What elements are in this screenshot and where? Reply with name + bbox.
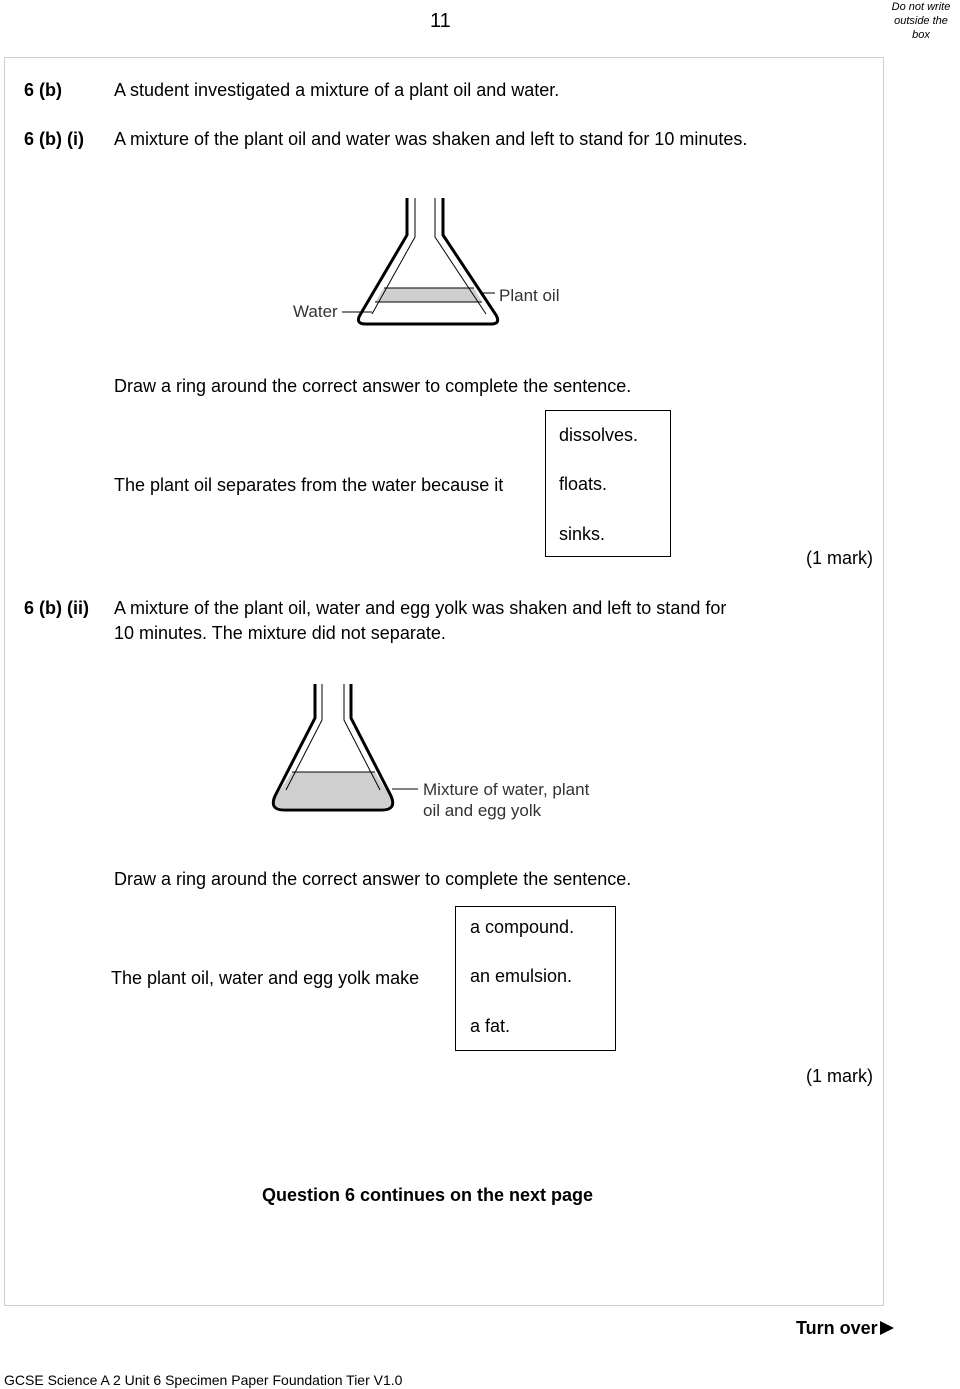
margin-note-line-2: outside the — [894, 15, 948, 27]
plant-oil-layer — [375, 288, 482, 302]
question-text-6bii-line-2: 10 minutes. The mixture did not separate. — [114, 623, 446, 643]
margin-note — [886, 0, 956, 42]
option-dissolves[interactable]: dissolves. — [559, 425, 639, 445]
question-number-6b: 6 (b) — [24, 80, 62, 100]
instruction-6bi: Draw a ring around the correct answer to complete the sentence. — [114, 376, 632, 396]
marks-6bi: (1 mark) — [806, 548, 873, 568]
marks-6bii: (1 mark) — [806, 1066, 873, 1086]
option-compound[interactable]: a compound. — [470, 917, 575, 937]
figure-label-mixture-line-2: oil and egg yolk — [423, 801, 542, 820]
question-number-6bi: 6 (b) (i) — [24, 129, 84, 149]
footer-paper-title: GCSE Science A 2 Unit 6 Specimen Paper Foundation Tier V1.0 — [4, 1372, 403, 1388]
question-number-6bii: 6 (b) (ii) — [24, 598, 89, 618]
margin-note-line-1: Do not write — [891, 1, 951, 13]
arrow-right-icon — [879, 1320, 895, 1336]
option-floats[interactable]: floats. — [559, 474, 608, 494]
sentence-6bii: The plant oil, water and egg yolk make — [111, 968, 420, 988]
turn-over-label: Turn over — [796, 1318, 878, 1338]
question-text-6bii-line-1: A mixture of the plant oil, water and egg yolk was shaken and left to stand for — [114, 598, 727, 618]
question-text-6b: A student investigated a mixture of a plant oil and water. — [114, 80, 560, 100]
water-layer — [360, 302, 497, 322]
option-emulsion[interactable]: an emulsion. — [470, 966, 573, 986]
margin-note-line-3: box — [912, 29, 930, 41]
emulsion-layer — [274, 772, 392, 808]
instruction-6bii: Draw a ring around the correct answer to complete the sentence. — [114, 869, 632, 889]
question-text-6bi: A mixture of the plant oil and water was shaken and left to stand for 10 minutes. — [114, 129, 748, 149]
figure-label-plant-oil: Plant oil — [499, 286, 560, 305]
turn-over — [796, 1318, 895, 1339]
page-number: 11 — [430, 10, 451, 32]
sentence-6bi: The plant oil separates from the water because it — [114, 475, 504, 495]
figure-label-water: Water — [293, 302, 338, 321]
option-sinks[interactable]: sinks. — [559, 524, 606, 544]
continues-note: Question 6 continues on the next page — [262, 1185, 594, 1205]
figure-label-mixture-line-1: Mixture of water, plant — [423, 780, 590, 799]
option-fat[interactable]: a fat. — [470, 1016, 511, 1036]
